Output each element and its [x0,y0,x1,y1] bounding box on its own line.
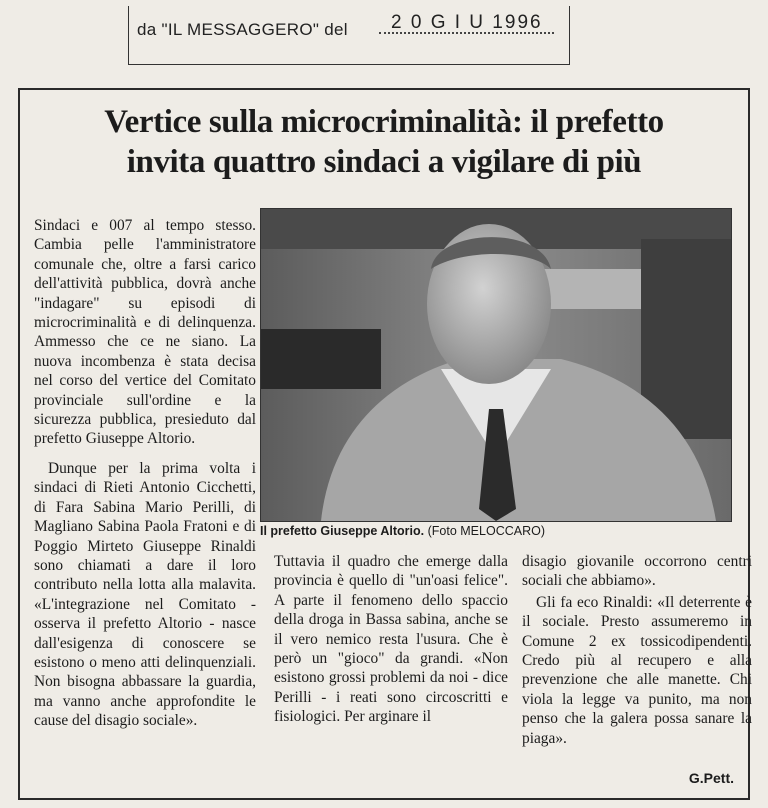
column-3-paragraph-1: disagio giovanile occorrono centri sociali che abbiamo». [522,553,752,590]
column-3 [522,552,752,748]
clipping-stamp [128,6,570,65]
headline [20,102,748,182]
headline-line-1: Vertice sulla microcriminalità: il prefetto [104,104,664,140]
column-1-paragraph-1: Sindaci e 007 al tempo stesso. Cambia pelle l'amministratore comunale che, oltre a farsi carico dell'attività pubblica, dovrà anche "indagare" su episodi di microcriminalità e di delinquenza. Ammesso che ce ne siano. La nuova incombenza è stata decisa nel corso del vertice del Comitato provinciale sull'ordine e la sicurezza pubblica, presieduto dal prefetto Giuseppe Altorio. [34,217,256,448]
prefect-portrait-image [261,209,731,521]
article [18,88,750,800]
column-1 [34,216,256,731]
column-2-paragraph-1: Tuttavia il quadro che emerge dalla provincia è quello di "un'oasi felice". A parte il fenomeno dello spaccio della droga in Bassa sabina, anche se il vero nemico resta l'usura. Che è però un "gioco" da grandi. «Non esistono grossi problemi da noi - dice Perilli - i reati sono circoscritti e fisiologici. Per arginare il [274,553,508,726]
column-2 [274,552,508,727]
headline-line-2: invita quattro sindaci a vigilare di più [126,144,642,180]
column-3-paragraph-2: Gli fa eco Rinaldi: «Il deterrente è il sociale. Presto assumeremo in Comune 2 ex tossicodipendenti. Credo più al recupero e alla prevenzione che alle manette. Chi viola la legge va punito, ma non penso che la galera possa sanare la piaga». [522,593,752,747]
caption-text: Il prefetto Giuseppe Altorio. [260,524,425,538]
clipping-date: 2 0 G I U 1996 [391,12,543,33]
date-dotted-line [379,32,554,34]
clipping-source: da "IL MESSAGGERO" del [137,20,348,39]
author-signature: G.Pett. [688,770,734,786]
photo-credit: (Foto MELOCCARO) [427,524,546,538]
column-1-paragraph-2: Dunque per la prima volta i sindaci di Rieti Antonio Cicchetti, di Fara Sabina Mario Perilli, di Magliano Sabina Paola Fratoni e di Poggio Mirteto Giuseppe Rinaldi sono chiamati a dare il loro contributo nella lotta alla malavita. «L'integrazione nel Comitato - osserva il prefetto Altorio - nasce dall'esigenza di conoscere se esistono o meno atti delinquenziali. Non bisogna abbassare la guardia, ma vanno anche approfondite le cause del disagio sociale». [34,459,256,730]
prefect-photo [260,208,732,522]
photo-caption [260,524,730,538]
